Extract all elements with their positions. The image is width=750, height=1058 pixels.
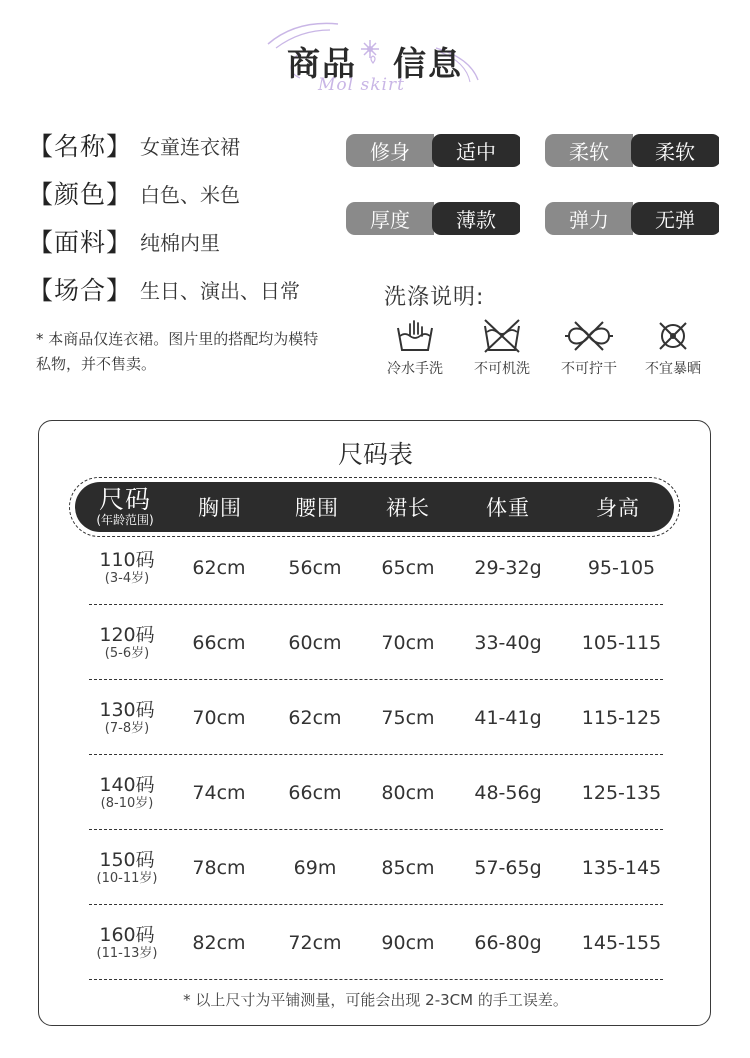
cell-height: 135-145 bbox=[581, 857, 662, 879]
cell-waist: 66cm bbox=[288, 782, 342, 804]
table-row bbox=[39, 756, 712, 830]
no-sun-dry-icon bbox=[635, 318, 711, 354]
cell-size bbox=[83, 831, 171, 905]
cell-length: 80cm bbox=[381, 782, 435, 804]
wash-item-no-machine-wash bbox=[464, 318, 540, 378]
row-divider bbox=[89, 604, 663, 605]
size-value: 130码 bbox=[99, 699, 155, 721]
size-value: 150码 bbox=[99, 849, 155, 871]
tag-label: 修身 bbox=[346, 134, 434, 167]
no-wring-icon bbox=[551, 318, 627, 354]
cell-height: 115-125 bbox=[581, 707, 662, 729]
cell-chest: 74cm bbox=[192, 782, 246, 804]
cell-size bbox=[83, 531, 171, 605]
cell-weight: 66-80g bbox=[474, 932, 542, 954]
tag-thickness bbox=[346, 202, 522, 235]
header-waist bbox=[281, 482, 353, 532]
tag-softness bbox=[545, 134, 721, 167]
no-machine-wash-icon bbox=[464, 318, 540, 354]
cell-waist: 56cm bbox=[288, 557, 342, 579]
wash-label: 不可拧干 bbox=[561, 361, 617, 377]
info-value: 纯棉内里 bbox=[140, 230, 221, 255]
cell-height: 145-155 bbox=[581, 932, 662, 954]
tag-label: 柔软 bbox=[545, 134, 633, 167]
header-weight-label: 体重 bbox=[486, 496, 530, 520]
info-value: 生日、演出、日常 bbox=[140, 278, 301, 303]
title-left: 商品 bbox=[287, 44, 357, 83]
cell-chest: 70cm bbox=[192, 707, 246, 729]
cell-chest: 82cm bbox=[192, 932, 246, 954]
info-key: 【场合】 bbox=[28, 276, 133, 305]
tag-elasticity bbox=[545, 202, 721, 235]
table-row bbox=[39, 681, 712, 755]
age-range: (8-10岁) bbox=[100, 796, 154, 811]
brand-script: Mol skirt bbox=[318, 75, 405, 95]
size-table-title: 尺码表 bbox=[337, 440, 413, 469]
header-chest-label: 胸围 bbox=[198, 496, 242, 520]
age-range: (3-4岁) bbox=[104, 571, 150, 586]
cell-weight: 57-65g bbox=[474, 857, 542, 879]
header-waist-label: 腰围 bbox=[295, 496, 339, 520]
header-size-sub: (年龄范围) bbox=[96, 513, 154, 527]
cell-chest: 62cm bbox=[192, 557, 246, 579]
wash-item-no-sun-dry bbox=[635, 318, 711, 378]
cell-height: 95-105 bbox=[587, 557, 656, 579]
wash-label: 不可机洗 bbox=[474, 361, 530, 377]
cell-length: 75cm bbox=[381, 707, 435, 729]
footnote: * 以上尺寸为平铺测量，可能会出现 2-3CM 的手工误差。 bbox=[183, 991, 568, 1009]
cell-length: 70cm bbox=[381, 632, 435, 654]
info-row-fabric bbox=[28, 224, 220, 258]
age-range: (10-11岁) bbox=[96, 871, 158, 886]
cell-waist: 62cm bbox=[288, 707, 342, 729]
info-row-color bbox=[28, 176, 240, 210]
cell-height: 125-135 bbox=[581, 782, 662, 804]
row-divider bbox=[89, 679, 663, 680]
table-row bbox=[39, 531, 712, 605]
tag-label: 厚度 bbox=[346, 202, 434, 235]
tag-value: 柔软 bbox=[631, 134, 719, 167]
info-row-occasion bbox=[28, 272, 300, 306]
info-key: 【名称】 bbox=[28, 132, 133, 161]
table-row bbox=[39, 606, 712, 680]
cell-waist: 60cm bbox=[288, 632, 342, 654]
info-value: 女童连衣裙 bbox=[140, 134, 241, 159]
tag-value: 薄款 bbox=[432, 202, 520, 235]
header bbox=[0, 0, 750, 110]
wash-item-no-wring bbox=[551, 318, 627, 378]
wash-title: 洗涤说明: bbox=[384, 285, 485, 310]
row-divider bbox=[89, 979, 663, 980]
cell-height: 105-115 bbox=[581, 632, 662, 654]
cell-size bbox=[83, 756, 171, 830]
cell-length: 90cm bbox=[381, 932, 435, 954]
cell-weight: 41-41g bbox=[474, 707, 542, 729]
header-length-label: 裙长 bbox=[386, 496, 430, 520]
size-value: 120码 bbox=[99, 624, 155, 646]
row-divider bbox=[89, 904, 663, 905]
cell-waist: 72cm bbox=[288, 932, 342, 954]
row-divider bbox=[89, 829, 663, 830]
cell-size bbox=[83, 681, 171, 755]
cell-chest: 66cm bbox=[192, 632, 246, 654]
cell-size bbox=[83, 906, 171, 980]
tag-label: 弹力 bbox=[545, 202, 633, 235]
product-note: * 本商品仅连衣裙。图片里的搭配均为模特私物，并不售卖。 bbox=[36, 330, 319, 373]
header-size bbox=[79, 482, 171, 532]
header-height bbox=[582, 482, 654, 532]
row-divider bbox=[89, 754, 663, 755]
header-size-label: 尺码 bbox=[98, 485, 151, 514]
age-range: (5-6岁) bbox=[104, 646, 150, 661]
table-row bbox=[39, 831, 712, 905]
size-value: 110码 bbox=[99, 549, 155, 571]
cell-chest: 78cm bbox=[192, 857, 246, 879]
title-right: 信息 bbox=[393, 44, 463, 83]
cell-length: 85cm bbox=[381, 857, 435, 879]
cell-weight: 33-40g bbox=[474, 632, 542, 654]
tag-fit bbox=[346, 134, 522, 167]
size-value: 160码 bbox=[99, 924, 155, 946]
size-value: 140码 bbox=[99, 774, 155, 796]
info-value: 白色、米色 bbox=[140, 182, 241, 207]
table-row bbox=[39, 906, 712, 980]
wash-label: 不宜暴晒 bbox=[645, 361, 701, 377]
age-range: (11-13岁) bbox=[96, 946, 158, 961]
cell-length: 65cm bbox=[381, 557, 435, 579]
table-header bbox=[75, 482, 674, 532]
header-chest bbox=[184, 482, 256, 532]
tag-value: 无弹 bbox=[631, 202, 719, 235]
info-row-name bbox=[28, 128, 240, 162]
cell-weight: 29-32g bbox=[474, 557, 542, 579]
header-length bbox=[372, 482, 444, 532]
cell-size bbox=[83, 606, 171, 680]
wash-item-hand-wash bbox=[377, 318, 453, 378]
cell-weight: 48-56g bbox=[474, 782, 542, 804]
header-weight bbox=[472, 482, 544, 532]
header-height-label: 身高 bbox=[596, 496, 640, 520]
tag-value: 适中 bbox=[432, 134, 520, 167]
info-key: 【颜色】 bbox=[28, 180, 133, 209]
size-table-card bbox=[38, 420, 711, 1026]
hand-wash-icon bbox=[377, 318, 453, 354]
wash-label: 冷水手洗 bbox=[387, 361, 443, 377]
age-range: (7-8岁) bbox=[104, 721, 150, 736]
info-key: 【面料】 bbox=[28, 228, 133, 257]
cell-waist: 69m bbox=[293, 857, 337, 879]
